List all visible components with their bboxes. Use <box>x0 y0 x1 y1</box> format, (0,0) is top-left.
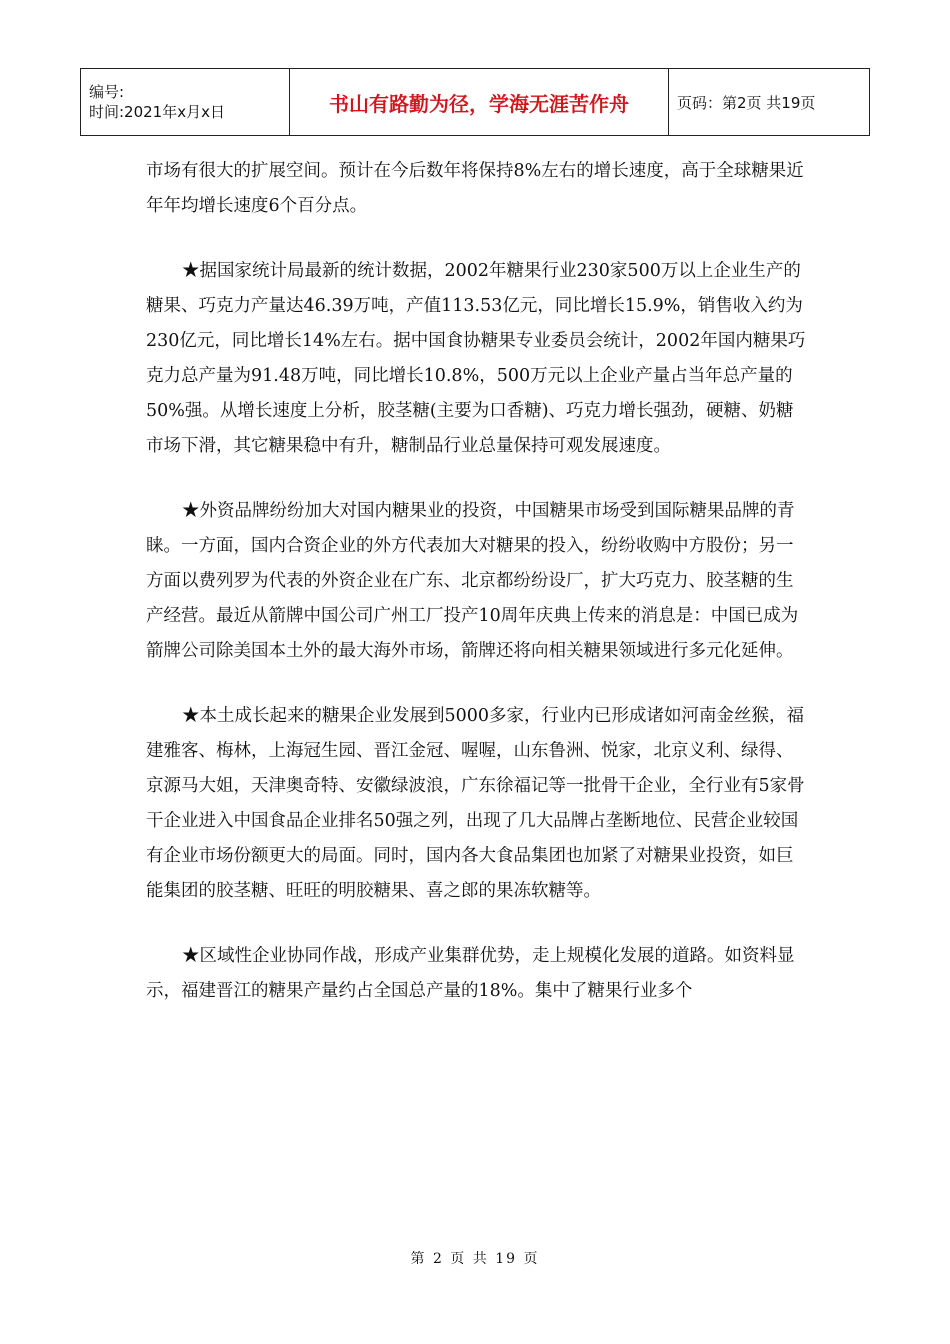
document-body <box>146 154 806 1039</box>
header-meta-cell <box>81 69 290 136</box>
header-page-info: 页码：第2页 共19页 <box>669 69 870 136</box>
paragraph-continuation: 市场有很大的扩展空间。预计在今后数年将保持8%左右的增长速度，高于全球糖果近年年均增长速度6个百分点。 <box>146 161 804 216</box>
document-number-label: 编号: <box>89 83 125 101</box>
paragraph-statistics: ★据国家统计局最新的统计数据，2002年糖果行业230家500万以上企业生产的糖果、巧克力产量达46.39万吨，产值113.53亿元，同比增长15.9%，销售收入约为230亿元，同比增长14%左右。据中国食协糖果专业委员会统计，2002年国内糖果巧克力总产量为91.48万吨，同比增长10.8%，500万元以上企业产量占当年总产量的50%强。从增长速度上分析，胶茎糖(主要为口香糖)、巧克力增长强劲，硬糖、奶糖市场下滑，其它糖果稳中有升，糖制品行业总量保持可观发展速度。 <box>146 261 806 456</box>
header-table <box>80 68 870 136</box>
page-footer: 第 2 页 共 19 页 <box>410 1251 540 1267</box>
document-date-label: 时间:2021年x月x日 <box>89 103 225 121</box>
paragraph-local-enterprises: ★本土成长起来的糖果企业发展到5000多家，行业内已形成诸如河南金丝猴，福建雅客、梅林，上海冠生园、晋江金冠、喔喔，山东鲁洲、悦家，北京义利、绿得、京源马大姐，天津奥奇特、安徽绿波浪，广东徐福记等一批骨干企业，全行业有5家骨干企业进入中国食品企业排名50强之列，出现了几大品牌占垄断地位、民营企业较国有企业市场份额更大的局面。同时，国内各大食品集团也加紧了对糖果业投资，如巨能集团的胶茎糖、旺旺的明胶糖果、喜之郎的果冻软糖等。 <box>146 706 805 901</box>
paragraph-foreign-brands: ★外资品牌纷纷加大对国内糖果业的投资，中国糖果市场受到国际糖果品牌的青睐。一方面，国内合资企业的外方代表加大对糖果的投入，纷纷收购中方股份；另一方面以费列罗为代表的外资企业在广东、北京都纷纷设厂，扩大巧克力、胶茎糖的生产经营。最近从箭牌中国公司广州工厂投产10周年庆典上传来的消息是：中国已成为箭牌公司除美国本土外的最大海外市场，箭牌还将向相关糖果领域进行多元化延伸。 <box>146 501 799 661</box>
header-motto: 书山有路勤为径，学海无涯苦作舟 <box>290 69 669 136</box>
paragraph-regional-clusters: ★区域性企业协同作战，形成产业集群优势，走上规模化发展的道路。如资料显示，福建晋江的糖果产量约占全国总产量的18%。集中了糖果行业多个 <box>146 946 795 1001</box>
